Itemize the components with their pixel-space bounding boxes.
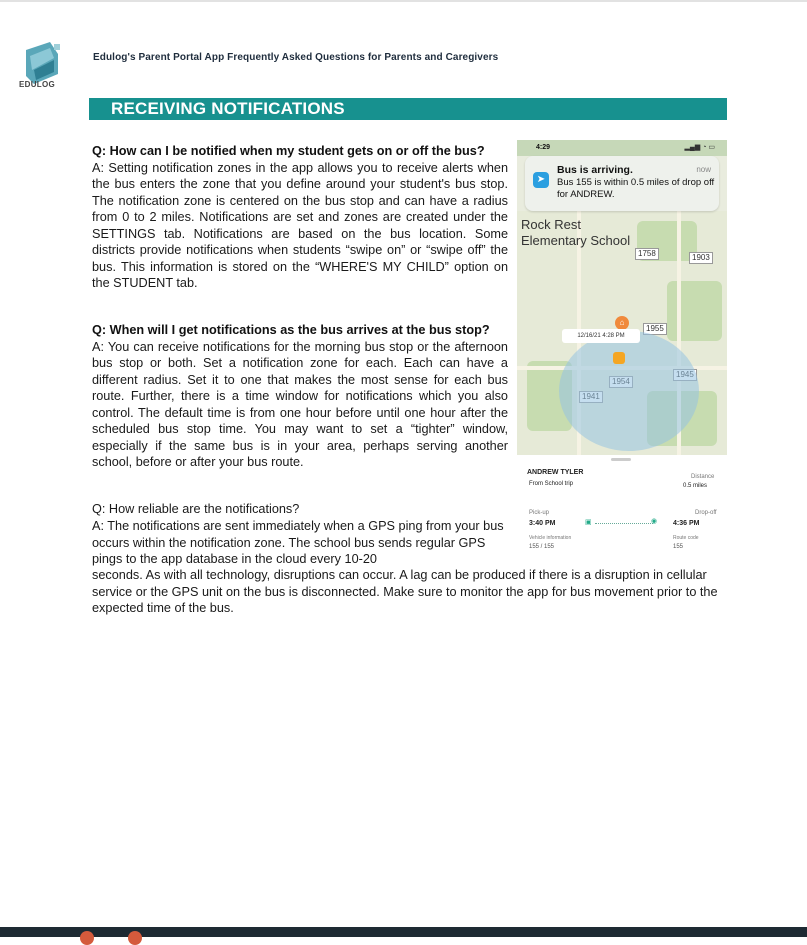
top-border (0, 0, 807, 2)
notification-zone (559, 331, 699, 451)
app-icon: ➤ (533, 172, 549, 188)
faq-answer: A: You can receive notifications for the morning bus stop or the afternoon bus stop or both. Set a notification zone for each. Each can have a different radius. Set it to one that makes the most sense for each bus route. Further, there is a time window for notifications which you also control. The default time is from one hour before until one hour after the scheduled bus stop time. You may want to set a “tighter” window, especially if the same bus is in your area, perhaps serving another school, before or after your bus route. (92, 339, 508, 469)
pickup-label: Pick-up (529, 510, 550, 516)
road-number: 1758 (635, 248, 659, 260)
faq-question: Q: When will I get notifications as the bus arrives at the bus stop? (92, 323, 490, 337)
bus-small-icon: ▣ (585, 519, 592, 526)
map-view (517, 211, 727, 461)
map-label: Rock Rest (521, 217, 581, 232)
app-screenshot (517, 140, 727, 568)
timestamp-bubble: 12/16/21 4:28 PM (562, 329, 640, 343)
notification-body: Bus 155 is within 0.5 miles of drop off for ANDREW. (557, 177, 715, 200)
drag-handle[interactable] (611, 458, 631, 461)
document-header-title: Edulog's Parent Portal App Frequently Asked Questions for Parents and Caregivers (93, 52, 499, 63)
phone-status-bar (517, 140, 727, 156)
status-time: 4:29 (536, 144, 551, 151)
notification-title: Bus is arriving. (557, 164, 633, 176)
bus-stop-icon: ⌂ (615, 316, 629, 330)
distance-label: Distance (691, 474, 715, 480)
route-label: Route code (673, 535, 699, 541)
student-name: ANDREW TYLER (527, 469, 584, 476)
faq-item-1 (92, 143, 508, 292)
footer-bar (0, 927, 807, 937)
bus-icon (613, 352, 625, 364)
push-notification[interactable] (525, 156, 719, 211)
route-value: 155 (673, 544, 684, 550)
trip-name: From School trip (529, 481, 574, 487)
vehicle-value: 155 / 155 (529, 544, 555, 550)
logo-text: EDULOG (19, 80, 56, 89)
footer-decoration (128, 931, 142, 945)
faq-question: Q: How can I be notified when my student gets on or off the bus? (92, 144, 485, 158)
faq-question: Q: How reliable are the notifications? (92, 502, 300, 516)
faq-answer-continued: seconds. As with all technology, disruptions can occur. A lag can be produced if there is a disruption in cellular service or the GPS unit on the bus is disconnected. Make sure to monitor the app for bus movement prior to the expected time of the bus. (92, 568, 718, 615)
faq-answer: A: Setting notification zones in the app allows you to receive alerts when the bus enters the zone that you define around your student's bus stop. The notification zone is centered on the bus stop and can have a radius from 0 to 2 miles. Notifications are set and zones are created under the SETTINGS tab. Notifications are based on the bus location. Some districts provide notifications when students “swipe on” or “swipe off” the bus. This information is stored on the “WHERE'S MY CHILD” option on the STUDENT tab. (92, 160, 508, 290)
section-title: RECEIVING NOTIFICATIONS (111, 99, 345, 118)
map-label: Elementary School (521, 233, 631, 248)
trip-progress-line (595, 523, 653, 524)
distance-value: 0.5 miles (683, 483, 708, 489)
faq-item-2 (92, 322, 508, 471)
pickup-time: 3:40 PM (529, 520, 556, 527)
faq-answer: A: The notifications are sent immediately when a GPS ping from your bus occurs within the notification zone. The school bus sends regular GPS pings to the app database in the cloud every 10-20 (92, 519, 504, 566)
signal-battery-icon: ▂▄▆ ◔ ▭ (684, 144, 715, 151)
dropoff-label: Drop-off (695, 510, 717, 516)
road-number: 1903 (689, 252, 713, 264)
park-area (667, 281, 722, 341)
vehicle-label: Vehicle information (529, 535, 572, 541)
dropoff-time: 4:36 PM (673, 520, 700, 527)
road-number: 1955 (643, 323, 667, 335)
section-heading-bar (89, 98, 727, 120)
trip-details-sheet[interactable] (517, 455, 727, 568)
notification-time: now (696, 165, 711, 174)
footer-decoration (80, 931, 94, 945)
stop-dot-icon: ◉ (651, 518, 658, 525)
